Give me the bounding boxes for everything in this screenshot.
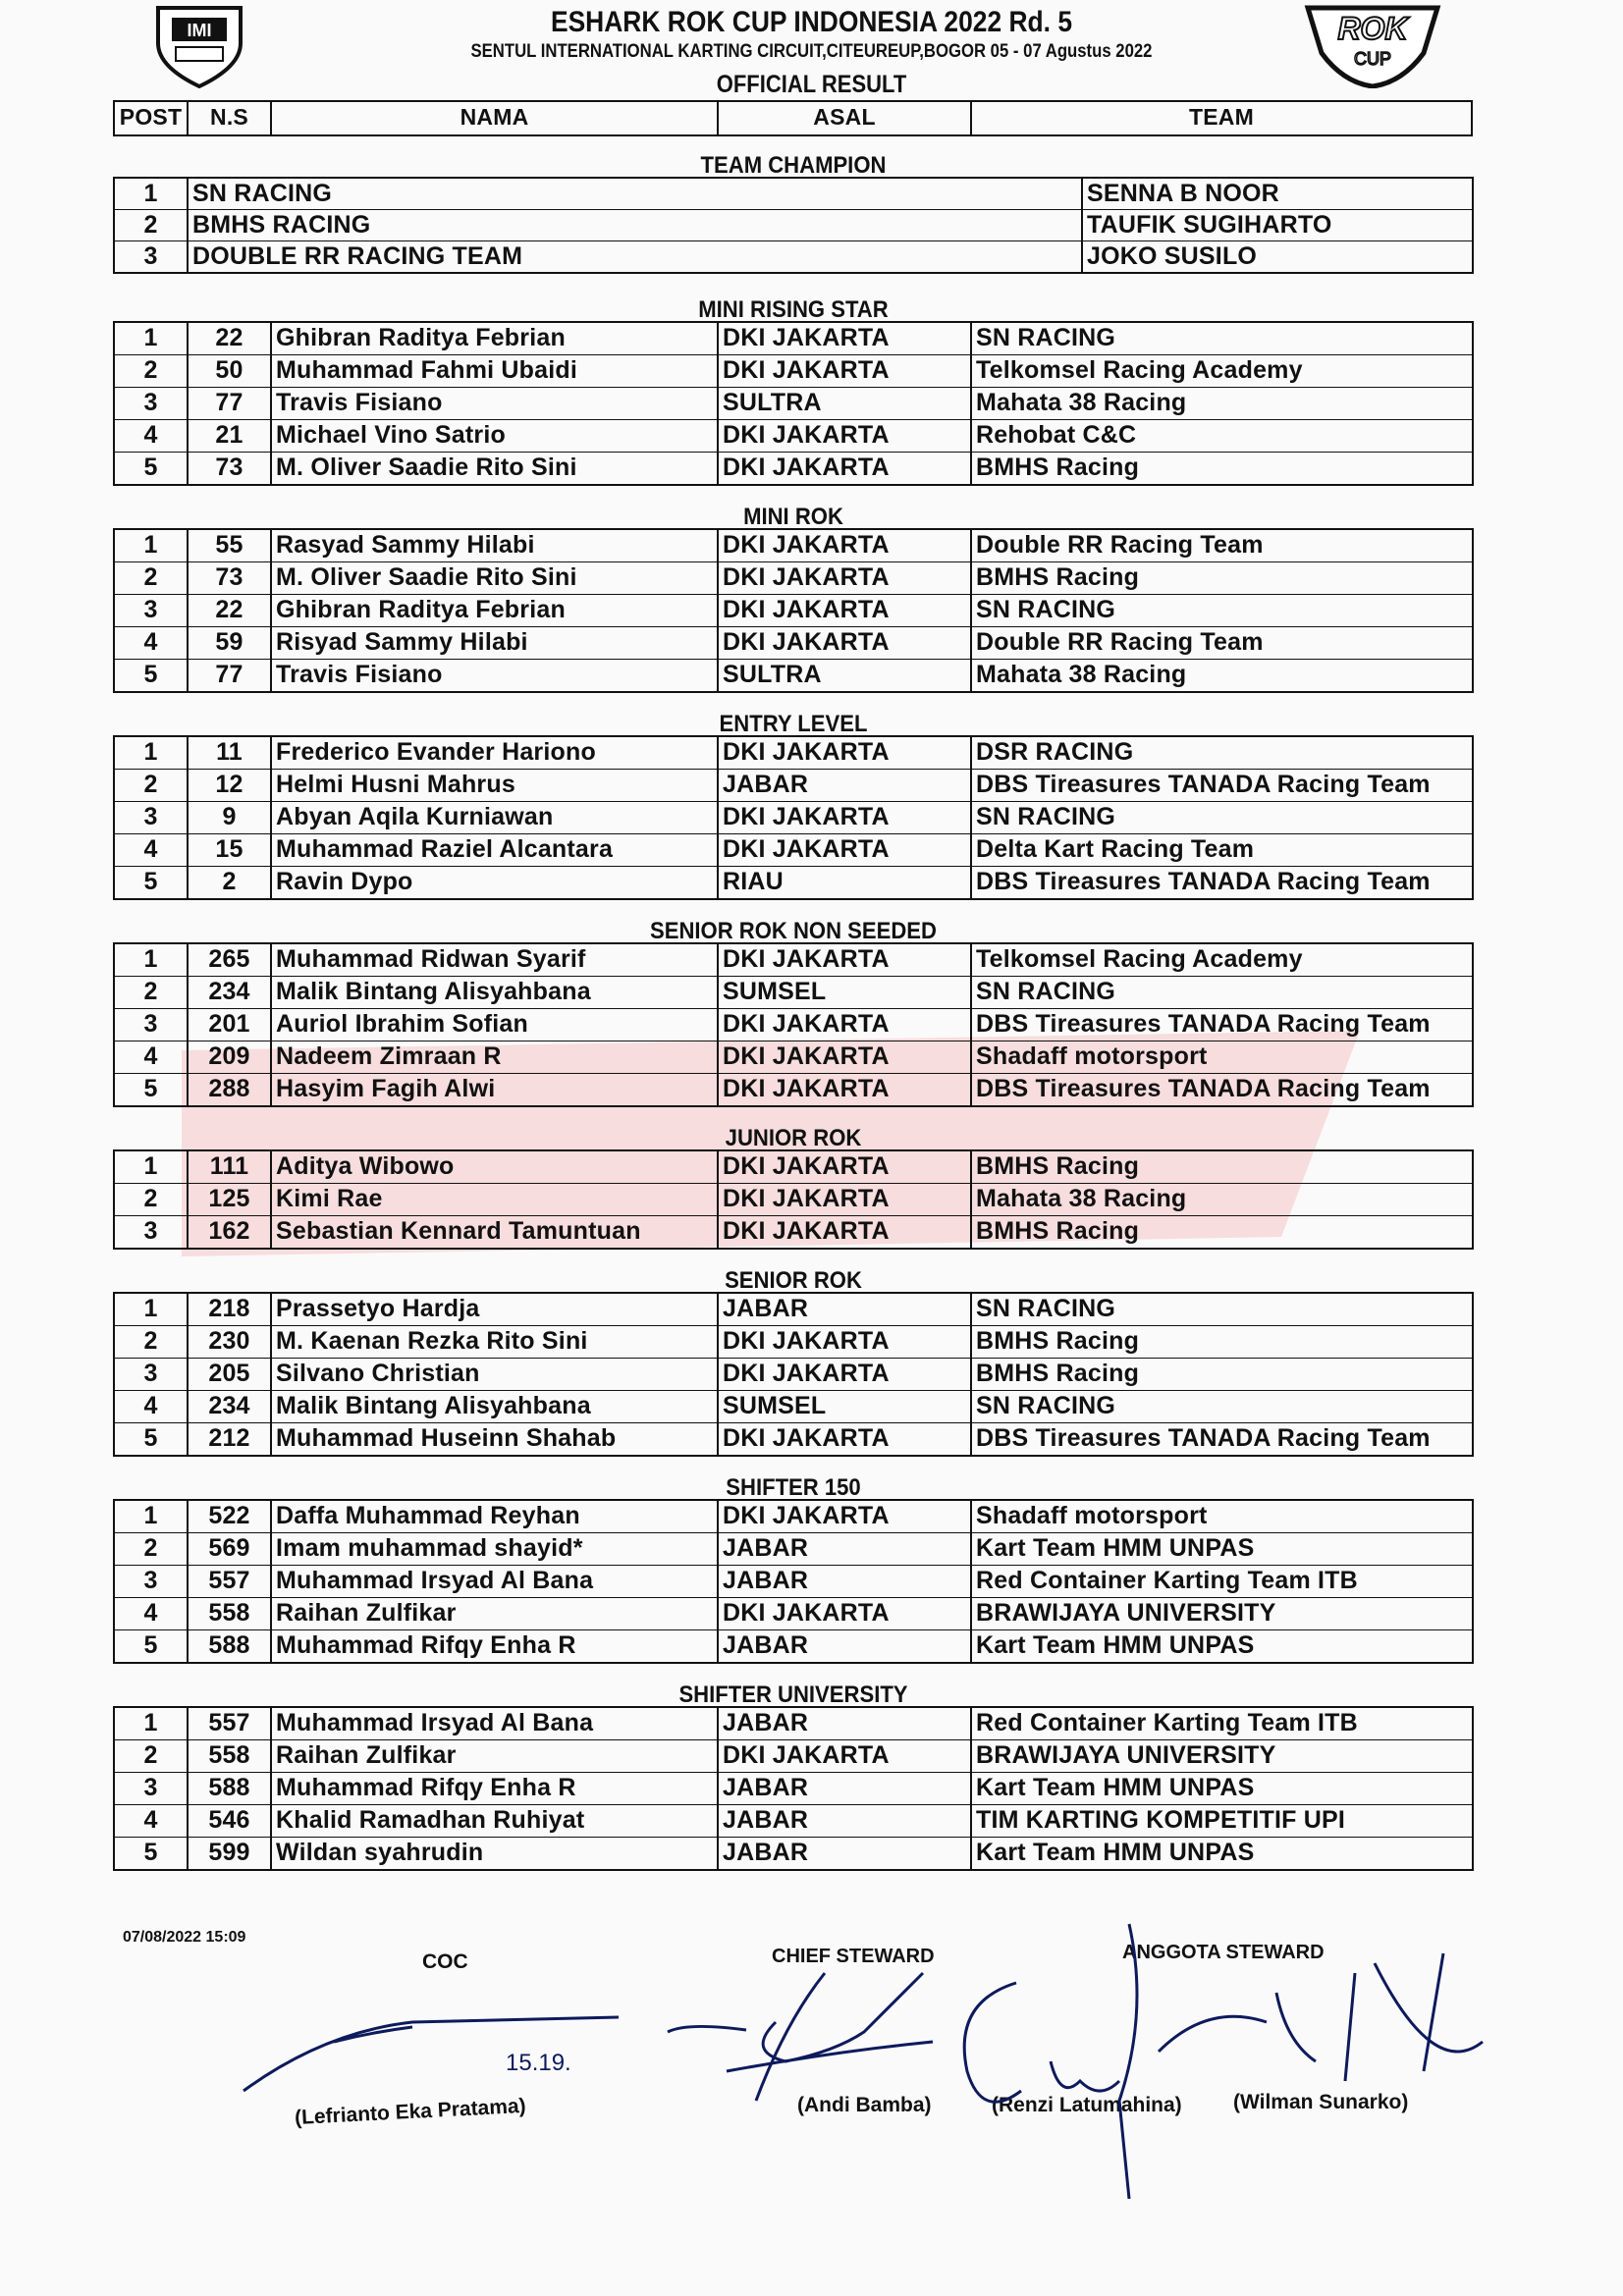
cell-ns: 599 [189, 1838, 272, 1869]
cell-nama: Michael Vino Satrio [272, 420, 719, 452]
cell-asal: SUMSEL [719, 1391, 972, 1422]
table-row [115, 1359, 1472, 1391]
print-timestamp: 07/08/2022 15:09 [123, 1929, 246, 1946]
table-row [115, 210, 1472, 241]
cell-ns: 15 [189, 834, 272, 866]
cell-ns: 588 [189, 1630, 272, 1662]
table-row [115, 1041, 1472, 1074]
cell-post: 3 [115, 241, 189, 272]
table-row [115, 1391, 1472, 1423]
cell-team: Double RR Racing Team [976, 531, 1264, 559]
cell-ns: 546 [189, 1805, 272, 1837]
cell-team: SN RACING [976, 596, 1116, 623]
svg-text:CUP: CUP [1353, 49, 1392, 69]
cell-manager: TAUFIK SUGIHARTO [1087, 211, 1332, 239]
team-champion-table [113, 177, 1474, 274]
cell-team: BMHS Racing [976, 1217, 1140, 1245]
cell-post: 1 [115, 323, 189, 354]
cell-post: 3 [115, 1359, 189, 1390]
cell-team: SN RACING [976, 1392, 1116, 1419]
cell-team: Red Container Karting Team ITB [976, 1709, 1358, 1736]
table-row [115, 453, 1472, 484]
table-row [115, 834, 1472, 867]
cell-team: Red Container Karting Team ITB [976, 1567, 1358, 1594]
cell-asal: DKI JAKARTA [719, 834, 972, 866]
cell-post: 2 [115, 355, 189, 387]
cell-team: Kart Team HMM UNPAS [976, 1839, 1255, 1866]
cell-post: 4 [115, 420, 189, 452]
cell-nama: Muhammad Irsyad Al Bana [272, 1566, 719, 1597]
event-subtitle: SENTUL INTERNATIONAL KARTING CIRCUIT,CITEUREUP,BOGOR 05 - 07 Agustus 2022 [470, 41, 1153, 62]
cell-ns: 288 [189, 1074, 272, 1105]
table-row [115, 1805, 1472, 1838]
cell-nama: Travis Fisiano [272, 660, 719, 691]
cell-ns: 265 [189, 944, 272, 976]
cell-post: 2 [115, 210, 189, 240]
cell-team: DBS Tireasures TANADA Racing Team [976, 1010, 1431, 1038]
cell-ns: 77 [189, 660, 272, 691]
cell-ns: 557 [189, 1566, 272, 1597]
cell-team: BMHS Racing [976, 563, 1140, 591]
table-row [115, 179, 1472, 210]
cell-ns: 21 [189, 420, 272, 452]
cell-post: 5 [115, 453, 189, 484]
cell-ns: 111 [189, 1151, 272, 1183]
results-table-entry-level [113, 735, 1474, 900]
cell-nama: Ghibran Raditya Febrian [272, 595, 719, 626]
table-row [115, 770, 1472, 802]
cell-ns: 201 [189, 1009, 272, 1041]
cell-team: DBS Tireasures TANADA Racing Team [976, 868, 1431, 895]
cell-manager: JOKO SUSILO [1087, 242, 1258, 270]
cell-post: 2 [115, 1184, 189, 1215]
cell-post: 1 [115, 179, 189, 209]
cell-post: 3 [115, 1566, 189, 1597]
cell-team-name: BMHS RACING [189, 210, 1083, 240]
table-row [115, 355, 1472, 388]
cell-team: Shadaff motorsport [976, 1042, 1208, 1070]
cell-nama: Muhammad Ridwan Syarif [272, 944, 719, 976]
cell-asal: JABAR [719, 1708, 972, 1739]
cell-ns: 55 [189, 530, 272, 561]
table-row [115, 1074, 1472, 1105]
table-row [115, 530, 1472, 562]
cell-ns: 557 [189, 1708, 272, 1739]
chief-steward-name: (Andi Bamba) [797, 2094, 932, 2116]
cell-team: DBS Tireasures TANADA Racing Team [976, 1424, 1431, 1452]
cell-ns: 558 [189, 1740, 272, 1772]
cell-team: SN RACING [976, 324, 1116, 351]
table-row [115, 1708, 1472, 1740]
cell-ns: 50 [189, 355, 272, 387]
cell-team: SN RACING [976, 803, 1116, 830]
cell-post: 4 [115, 1598, 189, 1629]
cell-team: BMHS Racing [976, 1327, 1140, 1355]
cell-asal: DKI JAKARTA [719, 1423, 972, 1455]
cell-post: 5 [115, 1630, 189, 1662]
table-row [115, 737, 1472, 770]
cell-asal: DKI JAKARTA [719, 802, 972, 833]
cell-nama: Daffa Muhammad Reyhan [272, 1501, 719, 1532]
table-row [115, 1216, 1472, 1248]
table-row [115, 867, 1472, 898]
table-row [115, 1838, 1472, 1869]
cell-manager: SENNA B NOOR [1087, 180, 1279, 207]
cell-team: DBS Tireasures TANADA Racing Team [976, 771, 1431, 798]
cell-nama: Raihan Zulfikar [272, 1740, 719, 1772]
cell-post: 3 [115, 802, 189, 833]
cell-nama: Muhammad Rifqy Enha R [272, 1773, 719, 1804]
cell-post: 3 [115, 1773, 189, 1804]
results-table-mini-rok [113, 528, 1474, 693]
cell-ns: 569 [189, 1533, 272, 1565]
section-title-senior-rok: SENIOR ROK [725, 1267, 862, 1294]
cell-post: 5 [115, 660, 189, 691]
cell-nama: Muhammad Irsyad Al Bana [272, 1708, 719, 1739]
cell-team: DSR RACING [976, 738, 1134, 766]
results-table-shifter-150 [113, 1499, 1474, 1664]
cell-team: Telkomsel Racing Academy [976, 356, 1303, 384]
cell-asal: DKI JAKARTA [719, 530, 972, 561]
cell-asal: JABAR [719, 770, 972, 801]
cell-asal: DKI JAKARTA [719, 1501, 972, 1532]
cell-ns: 22 [189, 595, 272, 626]
cell-asal: JABAR [719, 1838, 972, 1869]
cell-post: 5 [115, 867, 189, 898]
cell-asal: DKI JAKARTA [719, 1184, 972, 1215]
cell-team: Mahata 38 Racing [976, 389, 1187, 416]
cell-post: 3 [115, 595, 189, 626]
table-row [115, 1151, 1472, 1184]
cell-nama: Abyan Aqila Kurniawan [272, 802, 719, 833]
cell-post: 3 [115, 388, 189, 419]
cell-post: 4 [115, 1391, 189, 1422]
cell-post: 4 [115, 627, 189, 659]
cell-post: 2 [115, 1533, 189, 1565]
col-post: POST [115, 102, 189, 134]
cell-asal: DKI JAKARTA [719, 1598, 972, 1629]
table-row [115, 1630, 1472, 1662]
cell-nama: M. Oliver Saadie Rito Sini [272, 453, 719, 484]
cell-asal: DKI JAKARTA [719, 453, 972, 484]
anggota-steward-name-2: (Wilman Sunarko) [1233, 2091, 1409, 2113]
cell-team: Kart Team HMM UNPAS [976, 1534, 1255, 1562]
section-title-junior-rok: JUNIOR ROK [725, 1125, 862, 1151]
cell-asal: JABAR [719, 1805, 972, 1837]
cell-ns: 212 [189, 1423, 272, 1455]
cell-asal: DKI JAKARTA [719, 1009, 972, 1041]
coc-label: COC [422, 1950, 468, 1973]
table-row [115, 1773, 1472, 1805]
col-nama: NAMA [272, 102, 719, 134]
anggota-steward-name-1: (Renzi Latumahina) [992, 2094, 1182, 2116]
cell-post: 4 [115, 1805, 189, 1837]
cell-ns: 125 [189, 1184, 272, 1215]
cell-nama: M. Kaenan Rezka Rito Sini [272, 1326, 719, 1358]
cell-asal: JABAR [719, 1533, 972, 1565]
cell-ns: 230 [189, 1326, 272, 1358]
svg-text:ROK: ROK [1337, 11, 1408, 46]
cell-post: 1 [115, 737, 189, 769]
column-header-row [113, 100, 1473, 136]
results-table-senior-rok-non-seeded [113, 942, 1474, 1107]
table-row [115, 660, 1472, 691]
section-title-shifter-150: SHIFTER 150 [726, 1474, 861, 1501]
anggota-steward-signature-2 [1159, 1953, 1483, 2081]
table-row [115, 388, 1472, 420]
cell-team: Delta Kart Racing Team [976, 835, 1255, 863]
results-table-shifter-university [113, 1706, 1474, 1871]
table-row [115, 1533, 1472, 1566]
cell-team-name: DOUBLE RR RACING TEAM [189, 241, 1083, 272]
cell-asal: DKI JAKARTA [719, 323, 972, 354]
cell-team: Telkomsel Racing Academy [976, 945, 1303, 973]
cell-asal: DKI JAKARTA [719, 944, 972, 976]
cell-asal: DKI JAKARTA [719, 420, 972, 452]
results-sections [113, 145, 1474, 1882]
cell-team-name: SN RACING [189, 179, 1083, 209]
cell-asal: DKI JAKARTA [719, 1041, 972, 1073]
coc-handwritten-note: 15.19. [506, 2050, 571, 2076]
cell-nama: Malik Bintang Alisyahbana [272, 1391, 719, 1422]
table-row [115, 1740, 1472, 1773]
cell-post: 5 [115, 1074, 189, 1105]
table-row [115, 1184, 1472, 1216]
cell-post: 3 [115, 1009, 189, 1041]
table-row [115, 1598, 1472, 1630]
cell-nama: Rasyad Sammy Hilabi [272, 530, 719, 561]
cell-team: BMHS Racing [976, 1360, 1140, 1387]
cell-post: 3 [115, 1216, 189, 1248]
table-row [115, 1423, 1472, 1455]
cell-team: Mahata 38 Racing [976, 661, 1187, 688]
cell-nama: Malik Bintang Alisyahbana [272, 977, 719, 1008]
table-row [115, 241, 1472, 272]
results-table-senior-rok [113, 1292, 1474, 1457]
cell-nama: Frederico Evander Hariono [272, 737, 719, 769]
results-table-junior-rok [113, 1149, 1474, 1250]
table-row [115, 1294, 1472, 1326]
table-row [115, 595, 1472, 627]
cell-nama: Kimi Rae [272, 1184, 719, 1215]
table-row [115, 802, 1472, 834]
section-title-senior-rok-non-seeded: SENIOR ROK NON SEEDED [649, 918, 937, 944]
table-row [115, 323, 1472, 355]
cell-nama: Travis Fisiano [272, 388, 719, 419]
table-row [115, 1326, 1472, 1359]
cell-team: SN RACING [976, 978, 1116, 1005]
cell-nama: Muhammad Fahmi Ubaidi [272, 355, 719, 387]
cell-ns: 205 [189, 1359, 272, 1390]
cell-asal: SUMSEL [719, 977, 972, 1008]
document-title: OFFICIAL RESULT [716, 71, 907, 98]
cell-post: 2 [115, 562, 189, 594]
col-team: TEAM [1189, 104, 1254, 130]
cell-ns: 77 [189, 388, 272, 419]
cell-asal: DKI JAKARTA [719, 1740, 972, 1772]
cell-nama: Nadeem Zimraan R [272, 1041, 719, 1073]
cell-ns: 2 [189, 867, 272, 898]
cell-asal: JABAR [719, 1773, 972, 1804]
col-ns: N.S [189, 102, 272, 134]
cell-asal: DKI JAKARTA [719, 1151, 972, 1183]
cell-ns: 588 [189, 1773, 272, 1804]
cell-post: 2 [115, 1326, 189, 1358]
cell-ns: 234 [189, 1391, 272, 1422]
cell-nama: Wildan syahrudin [272, 1838, 719, 1869]
cell-team: Kart Team HMM UNPAS [976, 1774, 1255, 1801]
cell-post: 4 [115, 1041, 189, 1073]
cell-post: 2 [115, 1740, 189, 1772]
table-row [115, 420, 1472, 453]
cell-nama: Raihan Zulfikar [272, 1598, 719, 1629]
cell-nama: Helmi Husni Mahrus [272, 770, 719, 801]
cell-nama: Risyad Sammy Hilabi [272, 627, 719, 659]
table-row [115, 562, 1472, 595]
cell-asal: SULTRA [719, 388, 972, 419]
cell-ns: 234 [189, 977, 272, 1008]
cell-team: SN RACING [976, 1295, 1116, 1322]
cell-nama: Silvano Christian [272, 1359, 719, 1390]
cell-team: BRAWIJAYA UNIVERSITY [976, 1599, 1276, 1627]
cell-asal: DKI JAKARTA [719, 355, 972, 387]
cell-post: 1 [115, 530, 189, 561]
cell-asal: DKI JAKARTA [719, 1326, 972, 1358]
cell-post: 5 [115, 1423, 189, 1455]
cell-asal: DKI JAKARTA [719, 1359, 972, 1390]
cell-nama: Hasyim Fagih Alwi [272, 1074, 719, 1105]
chief-steward-signature [668, 1973, 933, 2101]
cell-ns: 209 [189, 1041, 272, 1073]
cell-asal: DKI JAKARTA [719, 627, 972, 659]
cell-post: 1 [115, 1151, 189, 1183]
cell-post: 2 [115, 770, 189, 801]
table-row [115, 1566, 1472, 1598]
cell-post: 5 [115, 1838, 189, 1869]
cell-post: 1 [115, 1708, 189, 1739]
cell-asal: SULTRA [719, 660, 972, 691]
section-title-mini-rising-star: MINI RISING STAR [698, 296, 889, 323]
cell-team: TIM KARTING KOMPETITIF UPI [976, 1806, 1346, 1834]
cell-nama: Imam muhammad shayid* [272, 1533, 719, 1565]
cell-team: Shadaff motorsport [976, 1502, 1208, 1529]
cell-nama: Khalid Ramadhan Ruhiyat [272, 1805, 719, 1837]
cell-asal: DKI JAKARTA [719, 562, 972, 594]
cell-team: BMHS Racing [976, 1152, 1140, 1180]
cell-ns: 22 [189, 323, 272, 354]
cell-nama: Muhammad Rifqy Enha R [272, 1630, 719, 1662]
cell-asal: DKI JAKARTA [719, 1216, 972, 1248]
cell-ns: 59 [189, 627, 272, 659]
cell-nama: Ravin Dypo [272, 867, 719, 898]
cell-asal: JABAR [719, 1630, 972, 1662]
cell-team: Double RR Racing Team [976, 628, 1264, 656]
cell-ns: 73 [189, 562, 272, 594]
event-title: ESHARK ROK CUP INDONESIA 2022 Rd. 5 [550, 6, 1073, 38]
cell-nama: Prassetyo Hardja [272, 1294, 719, 1325]
table-row [115, 1501, 1472, 1533]
cell-nama: Sebastian Kennard Tamuntuan [272, 1216, 719, 1248]
table-row [115, 944, 1472, 977]
cell-ns: 522 [189, 1501, 272, 1532]
svg-text:IMI: IMI [187, 21, 212, 40]
cell-asal: RIAU [719, 867, 972, 898]
cell-ns: 11 [189, 737, 272, 769]
cell-asal: DKI JAKARTA [719, 1074, 972, 1105]
cell-asal: JABAR [719, 1294, 972, 1325]
table-row [115, 1009, 1472, 1041]
table-row [115, 627, 1472, 660]
cell-asal: DKI JAKARTA [719, 737, 972, 769]
cell-post: 1 [115, 944, 189, 976]
cell-asal: JABAR [719, 1566, 972, 1597]
chief-steward-label: CHIEF STEWARD [772, 1946, 935, 1967]
cell-nama: Ghibran Raditya Febrian [272, 323, 719, 354]
cell-team: Kart Team HMM UNPAS [976, 1631, 1255, 1659]
cell-ns: 73 [189, 453, 272, 484]
cell-team: Mahata 38 Racing [976, 1185, 1187, 1212]
cell-nama: Aditya Wibowo [272, 1151, 719, 1183]
coc-name: (Lefrianto Eka Pratama) [294, 2094, 527, 2130]
cell-asal: DKI JAKARTA [719, 595, 972, 626]
cell-post: 4 [115, 834, 189, 866]
cell-ns: 558 [189, 1598, 272, 1629]
section-title-entry-level: ENTRY LEVEL [719, 711, 868, 737]
cell-nama: M. Oliver Saadie Rito Sini [272, 562, 719, 594]
anggota-steward-signature-1 [964, 1924, 1137, 2199]
cell-team: BMHS Racing [976, 454, 1140, 481]
section-title-mini-rok: MINI ROK [743, 504, 843, 530]
cell-nama: Muhammad Raziel Alcantara [272, 834, 719, 866]
cell-post: 2 [115, 977, 189, 1008]
cell-post: 1 [115, 1501, 189, 1532]
cell-ns: 218 [189, 1294, 272, 1325]
col-asal: ASAL [719, 102, 972, 134]
cell-post: 1 [115, 1294, 189, 1325]
cell-team: BRAWIJAYA UNIVERSITY [976, 1741, 1276, 1769]
cell-ns: 162 [189, 1216, 272, 1248]
anggota-steward-label: ANGGOTA STEWARD [1122, 1942, 1325, 1963]
section-title-shifter-university: SHIFTER UNIVERSITY [678, 1682, 908, 1708]
table-row [115, 977, 1472, 1009]
cell-nama: Muhammad Huseinn Shahab [272, 1423, 719, 1455]
section-title-team-champion: TEAM CHAMPION [700, 152, 887, 179]
cell-ns: 9 [189, 802, 272, 833]
results-table-mini-rising-star [113, 321, 1474, 486]
cell-nama: Auriol Ibrahim Sofian [272, 1009, 719, 1041]
cell-team: DBS Tireasures TANADA Racing Team [976, 1075, 1431, 1102]
cell-team: Rehobat C&C [976, 421, 1137, 449]
cell-ns: 12 [189, 770, 272, 801]
